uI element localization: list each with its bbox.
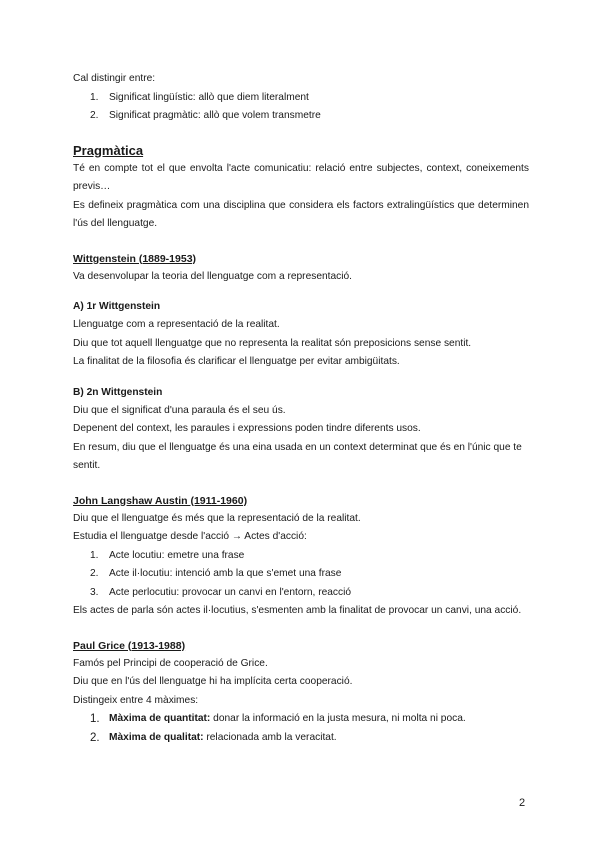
list-item: 3. Acte perlocutiu: provocar un canvi en l'entorn, reacció [90,586,352,598]
text-line: Diu que tot aquell llenguatge que no representa la realitat són preposicions sense sentit. [73,337,472,349]
text-line: Diu que el significat d'una paraula és el seu ús. [73,404,286,416]
subsection-title-1r-wittgenstein: A) 1r Wittgenstein [73,301,161,312]
list-item: 1. Acte locutiu: emetre una frase [90,549,245,561]
intro-list [73,89,529,126]
list-item: 1. Significat lingüístic: allò que diem literalment [90,91,309,103]
austin-list [73,547,529,603]
list-item: 1. Màxima de quantitat: donar la informació en la justa mesura, ni molta ni poca. [90,713,466,725]
section-title-austin: John Langshaw Austin (1911-1960) [73,494,248,507]
text-line: Depenent del context, les paraules i expressions poden tindre diferents usos. [73,423,421,434]
grice-maxims-list [73,710,529,747]
text-line: Diu que el llenguatge és més que la representació de la realitat. [73,512,361,524]
text-line: Els actes de parla són actes il·locutius, s'esmenten amb la finalitat de provocar un canvi, una acció. [73,605,522,616]
section-title-pragmatica: Pragmàtica [73,142,144,158]
text-line: Famós pel Principi de cooperació de Grice. [73,657,268,669]
list-item: 2. Significat pragmàtic: allò que volem transmetre [90,110,321,121]
text-line: La finalitat de la filosofia és clarificar el llenguatge per evitar ambigüitats. [73,356,400,367]
page-number: 2 [519,797,526,809]
subsection-title-2n-wittgenstein: B) 2n Wittgenstein [73,386,163,398]
intro-line: Cal distingir entre: [73,73,156,84]
list-item: 2. Màxima de qualitat: relacionada amb la veracitat. [90,731,337,744]
text-line: En resum, diu que el llenguatge és una eina usada en un context determinat que és en l'únic que te sentit. [73,441,522,471]
text-line: Distingeix entre 4 màximes: [73,694,199,706]
pragmatica-paragraph: Té en compte tot el que envolta l'acte comunicatiu: relació entre subjectes, context, coneixements previs… [73,162,529,192]
page-content [73,70,529,747]
text-line: Diu que en l'ús del llenguatge hi ha implícita certa cooperació. [73,676,353,687]
wittgenstein-intro: Va desenvolupar la teoria del llenguatge com a representació. [73,270,353,282]
text-line: Estudia el llenguatge desde l'acció → Actes d'acció: [73,531,307,542]
section-title-grice: Paul Grice (1913-1988) [73,639,186,652]
section-title-wittgenstein: Wittgenstein (1889-1953) [73,252,197,265]
text-line: Llenguatge com a representació de la realitat. [73,319,280,330]
pragmatica-definition: Es defineix pragmàtica com una disciplina que considera els factors extralingüístics que determinen l'ús del llenguatge. [73,199,529,229]
list-item: 2. Acte il·locutiu: intenció amb la que s'emet una frase [90,568,342,579]
